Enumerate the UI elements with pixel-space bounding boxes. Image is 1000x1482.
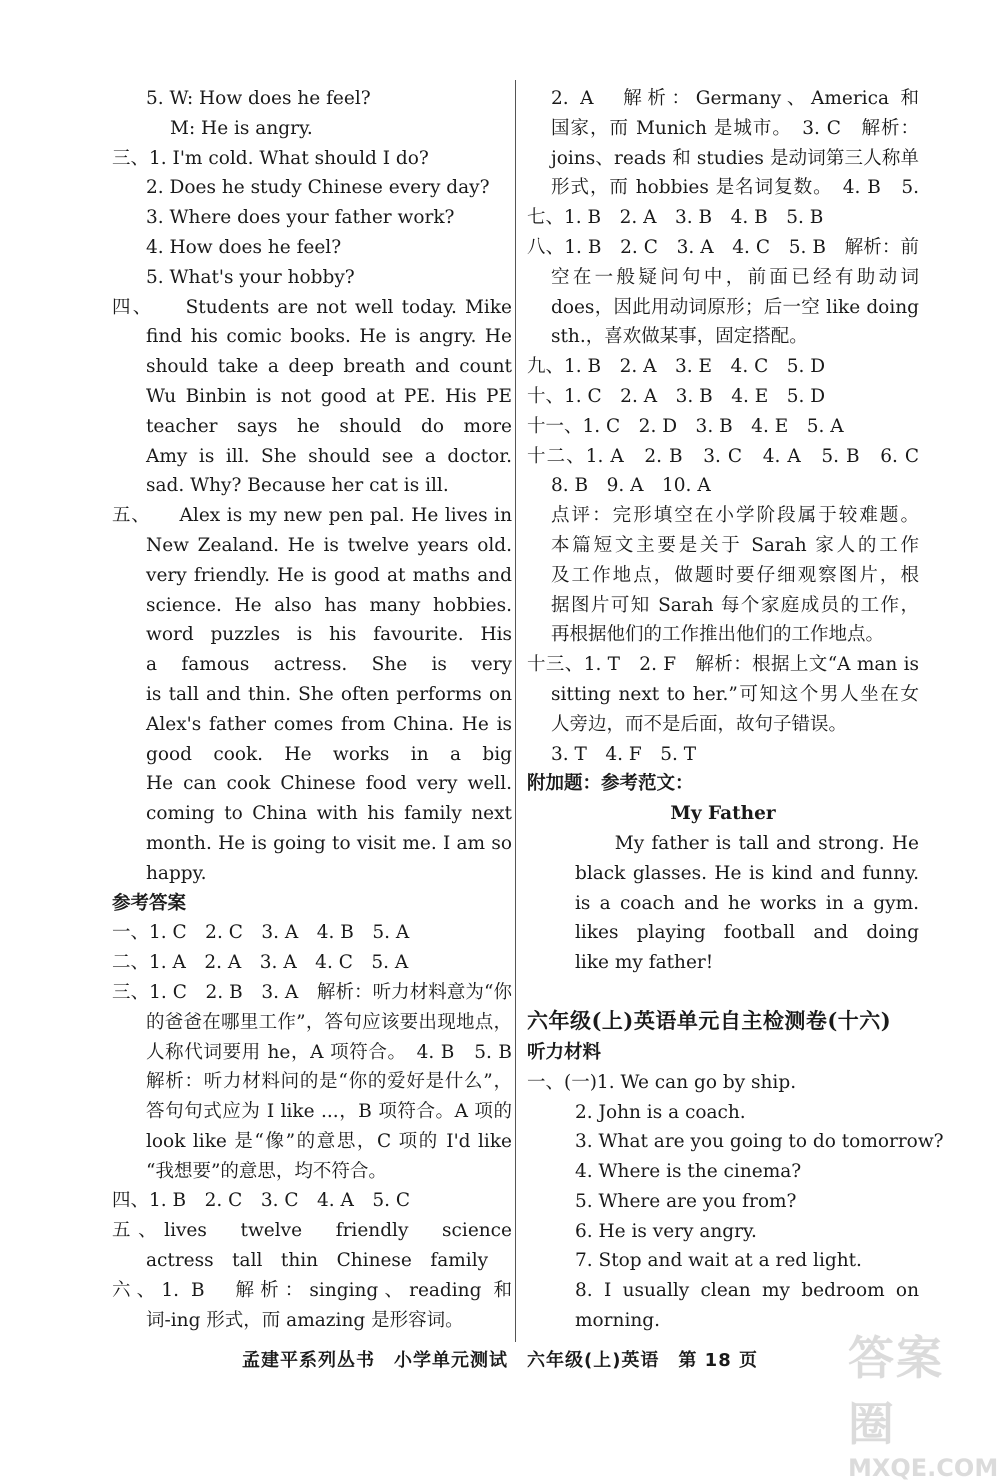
text-line: 人称代词要用 he，A 项符合。 4. B 5. B <box>146 1041 512 1063</box>
text-line: sth.，喜欢做某事，固定搭配。 <box>551 326 808 348</box>
text-line: 六、1. B 解析：singing、reading 和 <box>112 1279 512 1301</box>
text-line: 2. John is a coach. <box>575 1101 746 1123</box>
text-line: 的爸爸在哪里工作”，答句应该要出现地点， <box>146 1011 512 1033</box>
text-line: “我想要”的意思，均不符合。 <box>146 1160 387 1182</box>
text-line: should take a deep breath and count <box>146 356 512 378</box>
text-line: 听力材料 <box>527 1041 602 1063</box>
text-line: 二、1. A 2. A 3. A 4. C 5. A <box>112 952 409 974</box>
column-divider <box>515 80 516 1342</box>
text-line: coming to China with his family next <box>146 803 512 825</box>
text-line: teacher says he should do more <box>146 415 512 437</box>
text-line: 附加题：参考范文： <box>527 773 694 795</box>
text-line: 2. A 解析：Germany、America 和 <box>551 88 919 109</box>
text-line <box>527 978 919 990</box>
text-line: good cook. He works in a big <box>146 743 512 765</box>
text-line: 据图片可知 Sarah 每个家庭成员的工作， <box>551 594 919 616</box>
text-line: 4. How does he feel? <box>146 236 342 258</box>
text-line: 4. Where is the cinema? <box>575 1161 802 1183</box>
text-line: 十二、1. A 2. B 3. C 4. A 5. B 6. C <box>527 445 919 467</box>
text-line: My father is tall and strong. He <box>614 832 919 854</box>
page-footer: 孟建平系列丛书 小学单元测试 六年级(上)英语 第 18 页 <box>241 1350 759 1371</box>
watermark-url: MXQE.COM <box>848 1454 999 1482</box>
text-line: 五、 Alex is my new pen pal. He lives in <box>112 505 512 527</box>
text-line: like my father! <box>575 952 714 974</box>
text-line: 词-ing 形式，而 amazing 是形容词。 <box>146 1309 464 1331</box>
text-line: 8. B 9. A 10. A <box>551 475 711 497</box>
text-line: sitting next to her.”可知这个男人坐在女 <box>551 683 919 705</box>
text-line: 五、lives twelve friendly science <box>112 1220 512 1242</box>
text-line: likes playing football and doing <box>575 922 919 944</box>
text-line: 四、1. B 2. C 3. C 4. A 5. C <box>112 1190 411 1212</box>
text-line: 答句句式应为 I like ...，B 项符合。A 项的 <box>146 1101 512 1123</box>
text-line: 三、1. I'm cold. What should I do? <box>112 147 429 169</box>
text-line: 3. Where does your father work? <box>146 207 455 229</box>
text-line: sad. Why? Because her cat is ill. <box>146 475 449 497</box>
text-line: does，因此用动词原形；后一空 like doing <box>551 296 919 318</box>
watermark-logo: 答案圈 <box>848 1331 944 1451</box>
text-line: Amy is ill. She should see a doctor. <box>146 445 512 467</box>
text-line: 7. Stop and wait at a red light. <box>575 1250 862 1272</box>
text-line: 一、1. C 2. C 3. A 4. B 5. A <box>112 922 410 944</box>
text-line: look like 是“像”的意思，C 项的 I'd like <box>146 1130 512 1152</box>
text-line: 九、1. B 2. A 3. E 4. C 5. D <box>527 356 826 378</box>
text-line: is a coach and he works in a gym. <box>575 892 919 914</box>
text-line: is tall and thin. She often performs on <box>146 683 512 705</box>
text-line: 2. Does he study Chinese every day? <box>146 177 490 199</box>
text-line: 5. Where are you from? <box>575 1190 797 1212</box>
text-line: 八、1. B 2. C 3. A 4. C 5. B 解析：前 <box>527 236 919 258</box>
text-line: joins、reads 和 studies 是动词第三人称单 <box>551 147 919 169</box>
text-line: He can cook Chinese food very well. <box>146 773 512 795</box>
text-line: M: He is angry. <box>170 117 313 139</box>
text-line: science. He also has many hobbies. <box>146 594 512 616</box>
text-line: 5. What's your hobby? <box>146 266 355 288</box>
text-line: a famous actress. She is very <box>146 654 512 676</box>
right-column <box>527 84 944 1336</box>
text-line: 七、1. B 2. A 3. B 4. B 5. B <box>527 207 824 229</box>
text-line: 5. W: How does he feel? <box>146 88 371 109</box>
text-line: 一、(一)1. We can go by ship. <box>527 1071 797 1093</box>
text-line: 参考答案 <box>112 892 187 914</box>
text-line: 四、 Students are not well today. Mike <box>112 296 512 318</box>
text-line: actress tall thin Chinese family <box>146 1250 489 1272</box>
text-line: 再根据他们的工作推出他们的工作地点。 <box>551 624 885 646</box>
text-line: 解析：听力材料问的是“你的爱好是什么”， <box>146 1071 512 1093</box>
text-line: month. He is going to visit me. I am so <box>146 832 512 854</box>
text-line: 6. He is very angry. <box>575 1220 757 1242</box>
text-line: 国家，而 Munich 是城市。 3. C 解析： <box>551 117 919 139</box>
text-line: 3. T 4. F 5. T <box>551 743 697 765</box>
text-line: morning. <box>575 1310 660 1332</box>
text-line: 三、1. C 2. B 3. A 解析：听力材料意为“你 <box>112 981 512 1003</box>
text-line: word puzzles is his favourite. His <box>146 624 512 646</box>
text-line: 本篇短文主要是关于 Sarah 家人的工作 <box>551 534 919 556</box>
text-line: My Father <box>670 803 776 825</box>
text-line: 人旁边，而不是后面，故句子错误。 <box>551 713 848 735</box>
text-line: find his comic books. He is angry. He <box>146 326 512 348</box>
text-line: 8. I usually clean my bedroom on <box>575 1280 919 1302</box>
text-line: Alex's father comes from China. He is <box>146 713 512 735</box>
text-line: 及工作地点，做题时要仔细观察图片，根 <box>551 564 919 586</box>
text-line: 十一、1. C 2. D 3. B 4. E 5. A <box>527 415 844 437</box>
section-heading: 六年级(上)英语单元自主检测卷(十六) <box>527 1007 892 1033</box>
left-column <box>112 84 512 1335</box>
text-line: 3. What are you going to do tomorrow? <box>575 1131 944 1153</box>
text-line: Wu Binbin is not good at PE. His PE <box>146 385 512 407</box>
text-line: 十三、1. T 2. F 解析：根据上文“A man is <box>527 654 919 676</box>
text-line: happy. <box>146 862 207 884</box>
text-line: very friendly. He is good at maths and <box>146 564 512 586</box>
text-line: 形式，而 hobbies 是名词复数。 4. B 5. <box>551 177 919 199</box>
text-line: New Zealand. He is twelve years old. <box>146 534 512 556</box>
text-line: 十、1. C 2. A 3. B 4. E 5. D <box>527 385 826 407</box>
text-line: 空在一般疑问句中，前面已经有助动词 <box>551 266 919 288</box>
watermark <box>848 1322 999 1482</box>
text-line: 点评：完形填空在小学阶段属于较难题。 <box>551 505 919 527</box>
text-line: black glasses. He is kind and funny. <box>575 862 919 884</box>
